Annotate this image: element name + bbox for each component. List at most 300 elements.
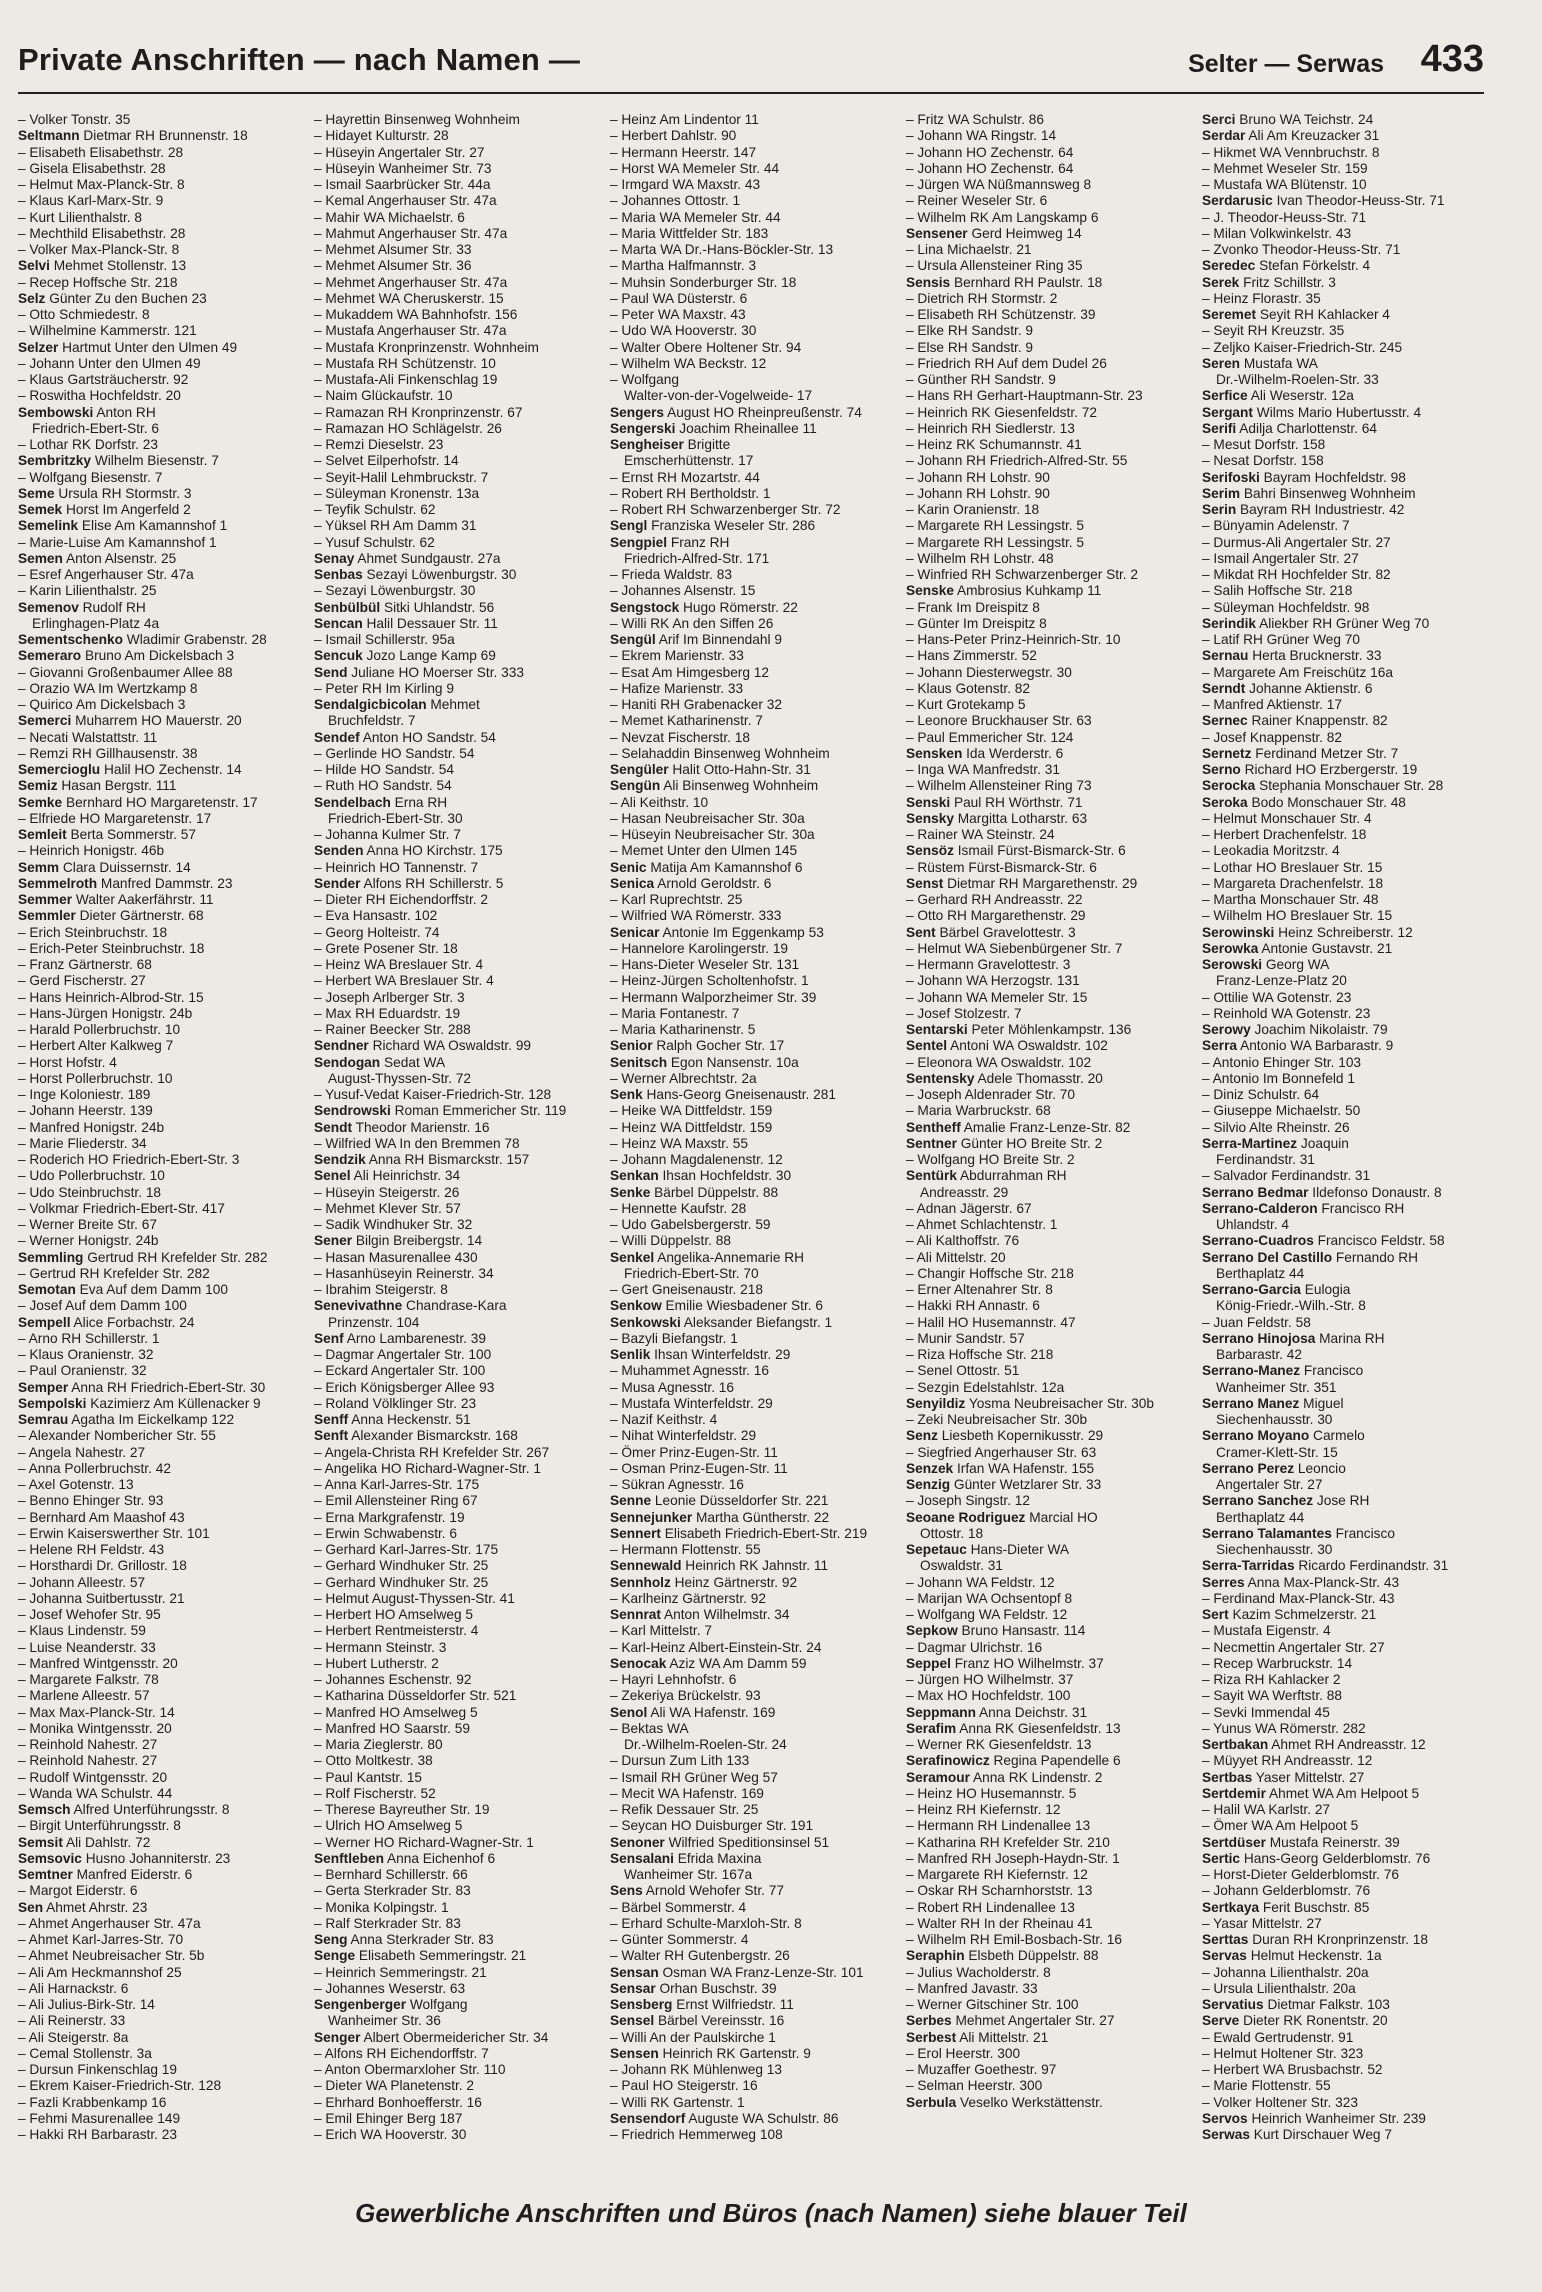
entry-sub: – Maria Katharinenstr. 5 xyxy=(610,1022,756,1037)
entry-sub: – Georg Holteistr. 74 xyxy=(314,924,440,940)
entry-sub: – Irmgard WA Maxstr. 43 xyxy=(610,177,761,192)
entry-sub: – Diniz Schulstr. 64 xyxy=(1202,1087,1320,1102)
entry-sub: – Roland Völklinger Str. 23 xyxy=(314,1395,477,1411)
entry-sub: – Sükran Agnesstr. 16 xyxy=(610,1477,744,1492)
entry-sub: – Reiner Weseler Str. 6 xyxy=(906,193,1048,209)
entry-sub: – Ernst RH Mozartstr. 44 xyxy=(610,469,760,485)
entry-sub: – Werner Albrechtstr. 2a xyxy=(610,1070,757,1086)
entry-surname: Selzer Hartmut Unter den Ulmen 49 xyxy=(18,339,238,355)
entry-sub: – Gerta Sterkrader Str. 83 xyxy=(314,1883,471,1899)
entry-surname: Semelink Elise Am Kamannshof 1 xyxy=(18,518,228,534)
entry-sub: – Fehmi Masurenallee 149 xyxy=(18,2110,181,2126)
entry-sub: – Ahmet Neubreisacher Str. 5b xyxy=(18,1948,205,1964)
entry-sub: – Wilfried WA In den Bremmen 78 xyxy=(314,1135,520,1151)
entry-sub: – Helmut Max-Planck-Str. 8 xyxy=(18,177,185,192)
entry-continuation: Siechenhausstr. 30 xyxy=(1216,1412,1333,1427)
entry-sub: – Maria WA Memeler Str. 44 xyxy=(610,209,781,225)
entry-surname: Sensalani Efrida Maxina xyxy=(610,1850,762,1866)
entry-surname: Serno Richard HO Erzbergerstr. 19 xyxy=(1202,762,1418,777)
entry-sub: – Riza Hoffsche Str. 218 xyxy=(906,1347,1054,1362)
entry-sub: – Maria Fontanestr. 7 xyxy=(610,1005,740,1021)
entry-continuation: Cramer-Klett-Str. 15 xyxy=(1216,1444,1338,1460)
entry-sub: – Mustafa Eigenstr. 4 xyxy=(1202,1623,1331,1639)
entry-sub: – Martha Monschauer Str. 48 xyxy=(1202,892,1379,907)
entry-sub: – Werner Breite Str. 67 xyxy=(18,1217,157,1232)
entry-surname: Serrano-Calderon Francisco RH xyxy=(1202,1200,1405,1216)
entry-surname: Sent Bärbel Gravelottestr. 3 xyxy=(906,924,1076,940)
entry-sub: – Helmut Holtener Str. 323 xyxy=(1202,2045,1364,2061)
entry-sub: – Heinrich RK Giesenfeldstr. 72 xyxy=(906,404,1097,420)
entry-surname: Senz Liesbeth Kopernikusstr. 29 xyxy=(906,1428,1104,1444)
entry-surname: Sencan Halil Dessauer Str. 11 xyxy=(314,615,498,631)
entry-sub: – Bünyamin Adelenstr. 7 xyxy=(1202,518,1350,534)
entry-surname: Seme Ursula RH Stormstr. 3 xyxy=(18,485,192,501)
entry-sub: – Memet Katharinenstr. 7 xyxy=(610,713,763,729)
entry-sub: – Reinhold Nahestr. 27 xyxy=(18,1737,158,1752)
entry-sub: – Josef Knappenstr. 82 xyxy=(1202,729,1343,745)
entry-surname: Senkow Emilie Wiesbadener Str. 6 xyxy=(610,1298,824,1314)
entry-sub: – Heinz RH Kiefernstr. 12 xyxy=(906,1802,1061,1817)
entry-continuation: Friedrich-Ebert-Str. 6 xyxy=(32,420,160,436)
entry-sub: – Horst Hofstr. 4 xyxy=(18,1054,117,1070)
entry-surname: Senlik Ihsan Winterfeldstr. 29 xyxy=(610,1347,791,1362)
entry-surname: Semeraro Bruno Am Dickelsbach 3 xyxy=(18,648,235,664)
entry-sub: – Heinrich HO Tannenstr. 7 xyxy=(314,859,479,875)
entry-sub: – Marie Fliederstr. 34 xyxy=(18,1135,147,1151)
entry-sub: – Mustafa Angerhauser Str. 47a xyxy=(314,323,507,339)
entry-sub: – Ursula Allensteiner Ring 35 xyxy=(906,258,1083,274)
entry-sub: – Müyyet RH Andreasstr. 12 xyxy=(1202,1753,1373,1769)
entry-sub: – Volker Max-Planck-Str. 8 xyxy=(18,242,180,257)
entry-surname: Senst Dietmar RH Margarethenstr. 29 xyxy=(906,875,1138,891)
entry-sub: – Heinz Florastr. 35 xyxy=(1202,290,1321,306)
entry-surname: Send Juliane HO Moerser Str. 333 xyxy=(314,664,524,680)
entry-sub: – Maria Wittfelder Str. 183 xyxy=(610,225,769,241)
entry-surname: Sempell Alice Forbachstr. 24 xyxy=(18,1314,195,1330)
entry-continuation: Barbarastr. 42 xyxy=(1216,1347,1302,1362)
entry-surname: Sensendorf Auguste WA Schulstr. 86 xyxy=(610,2110,839,2126)
entry-sub: – Wilhelm WA Beckstr. 12 xyxy=(610,355,767,371)
entry-surname: Sendef Anton HO Sandstr. 54 xyxy=(314,729,496,745)
entry-surname: Serbest Ali Mittelstr. 21 xyxy=(906,2029,1049,2045)
entry-surname: Serndt Johanne Aktienstr. 6 xyxy=(1202,680,1373,696)
entry-surname: Sendalgicbicolan Mehmet xyxy=(314,697,480,712)
entry-surname: Semsovic Husno Johanniterstr. 23 xyxy=(18,1850,231,1866)
entry-sub: – Recep Hoffsche Str. 218 xyxy=(18,274,178,290)
entry-sub: – Johannes Weserstr. 63 xyxy=(314,1980,466,1996)
entry-sub: – Ali Am Heckmannshof 25 xyxy=(18,1964,182,1980)
entry-sub: – Anton Obermarxloher Str. 110 xyxy=(314,2062,506,2077)
entry-sub: – Ismail Schillerstr. 95a xyxy=(314,632,455,647)
entry-surname: Senne Leonie Düsseldorfer Str. 221 xyxy=(610,1493,829,1509)
entry-sub: – Margarete RH Lessingstr. 5 xyxy=(906,534,1085,550)
entry-sub: – Hermann Gravelottestr. 3 xyxy=(906,957,1071,972)
entry-sub: – Hennette Kaufstr. 28 xyxy=(610,1200,747,1216)
entry-sub: – Ali Steigerstr. 8a xyxy=(18,2029,129,2045)
entry-surname: Senocak Aziz WA Am Damm 59 xyxy=(610,1655,807,1671)
entry-surname: Serafinowicz Regina Papendelle 6 xyxy=(906,1753,1121,1769)
entry-sub: – Cemal Stollenstr. 3a xyxy=(18,2045,152,2061)
entry-sub: – Birgit Unterführungsstr. 8 xyxy=(18,1818,181,1834)
entry-sub: – Ahmet Schlachtenstr. 1 xyxy=(906,1217,1058,1232)
entry-sub: – Hans RH Gerhart-Hauptmann-Str. 23 xyxy=(906,388,1143,404)
entry-sub: – Johanna Suitbertusstr. 21 xyxy=(18,1590,185,1606)
entry-surname: Senkel Angelika-Annemarie RH xyxy=(610,1249,805,1265)
entry-sub: – Ursula Lilienthalstr. 20a xyxy=(1202,1980,1356,1996)
entry-sub: – Horst Pollerbruchstr. 10 xyxy=(18,1070,173,1086)
entry-sub: – Elisabeth RH Schützenstr. 39 xyxy=(906,307,1096,322)
entry-sub: – Emil Allensteiner Ring 67 xyxy=(314,1493,478,1509)
entry-surname: Sernau Herta Brucknerstr. 33 xyxy=(1202,648,1382,664)
entry-sub: – Hüseyin Steigerstr. 26 xyxy=(314,1184,460,1200)
entry-sub: – Ismail RH Grüner Weg 57 xyxy=(610,1769,778,1785)
entry-surname: Serrano Talamantes Francisco xyxy=(1202,1525,1395,1541)
footer-note: Gewerbliche Anschriften und Büros (nach Namen) siehe blauer Teil xyxy=(355,2198,1187,2228)
entry-sub: – Salvador Ferdinandstr. 31 xyxy=(1202,1168,1371,1184)
entry-surname: Senske Ambrosius Kuhkamp 11 xyxy=(906,583,1102,599)
entry-sub: – Sayit WA Werftstr. 88 xyxy=(1202,1688,1342,1704)
entry-sub: – Wanda WA Schulstr. 44 xyxy=(18,1785,173,1801)
entry-sub: – Mustafa-Ali Finkenschlag 19 xyxy=(314,372,498,387)
entry-surname: Sener Bilgin Breibergstr. 14 xyxy=(314,1233,483,1249)
entry-sub: – Ismail Saarbrücker Str. 44a xyxy=(314,177,491,192)
entry-sub: – Gert Gneisenaustr. 218 xyxy=(610,1282,763,1297)
entry-sub: – Gerhard RH Andreasstr. 22 xyxy=(906,892,1083,907)
entry-sub: – Max RH Eduardstr. 19 xyxy=(314,1005,461,1021)
entry-sub: – Hermann Steinstr. 3 xyxy=(314,1639,447,1655)
entry-continuation: Ottostr. 18 xyxy=(920,1525,984,1541)
entry-continuation: Wanheimer Str. 36 xyxy=(328,2013,441,2029)
entry-surname: Semmler Dieter Gärtnerstr. 68 xyxy=(18,908,204,924)
entry-surname: Semotan Eva Auf dem Damm 100 xyxy=(18,1282,228,1297)
entry-sub: – Oskar RH Scharnhorststr. 13 xyxy=(906,1883,1093,1899)
entry-sub: – Margarete Falkstr. 78 xyxy=(18,1672,159,1687)
entry-surname: Serifi Adilja Charlottenstr. 64 xyxy=(1202,420,1377,436)
entry-continuation: Berthaplatz 44 xyxy=(1216,1509,1305,1525)
entry-sub: – Dietrich RH Stormstr. 2 xyxy=(906,290,1058,306)
entry-sub: – Ali Keithstr. 10 xyxy=(610,794,709,810)
entry-surname: Senk Hans-Georg Gneisenaustr. 281 xyxy=(610,1087,836,1102)
entry-surname: Serifoski Bayram Hochfeldstr. 98 xyxy=(1202,469,1406,485)
entry-sub: – Winfried RH Schwarzenberger Str. 2 xyxy=(906,567,1139,582)
entry-sub: – Necati Walstattstr. 11 xyxy=(18,729,158,745)
entry-sub: – Heinz-Jürgen Scholtenhofstr. 1 xyxy=(610,973,809,989)
entry-sub: – Ali Kalthoffstr. 76 xyxy=(906,1233,1020,1249)
entry-sub: – Gisela Elisabethstr. 28 xyxy=(18,160,166,176)
entry-sub: – Walter RH Gutenbergstr. 26 xyxy=(610,1948,790,1964)
entry-sub: – Zvonko Theodor-Heuss-Str. 71 xyxy=(1202,242,1401,257)
entry-sub: – Bärbel Sommerstr. 4 xyxy=(610,1899,747,1915)
entry-sub: – Ferdinand Max-Planck-Str. 43 xyxy=(1202,1590,1395,1606)
entry-sub: – Johann WA Herzogstr. 131 xyxy=(906,973,1080,989)
entry-sub: – Else RH Sandstr. 9 xyxy=(906,339,1034,355)
entry-sub: – Axel Gotenstr. 13 xyxy=(18,1477,134,1492)
entry-surname: Serra Antonio WA Barbarastr. 9 xyxy=(1202,1038,1394,1054)
entry-sub: – Willi Düppelstr. 88 xyxy=(610,1233,731,1249)
entry-sub: – Wilhelmine Kammerstr. 121 xyxy=(18,323,197,339)
entry-surname: Serra-Tarridas Ricardo Ferdinandstr. 31 xyxy=(1202,1558,1449,1574)
entry-sub: – Mahir WA Michaelstr. 6 xyxy=(314,209,465,225)
entry-surname: Sertdüser Mustafa Reinerstr. 39 xyxy=(1202,1834,1400,1850)
entry-sub: – Monika Wintgensstr. 20 xyxy=(18,1720,172,1736)
entry-surname: Serwas Kurt Dirschauer Weg 7 xyxy=(1202,2127,1392,2142)
entry-sub: – Ismail Angertaler Str. 27 xyxy=(1202,550,1359,566)
entry-surname: Senay Ahmet Sundgaustr. 27a xyxy=(314,550,501,566)
entry-sub: – Klaus Oranienstr. 32 xyxy=(18,1347,154,1362)
entry-sub: – Julius Wacholderstr. 8 xyxy=(906,1964,1051,1980)
entry-sub: – Therese Bayreuther Str. 19 xyxy=(314,1802,490,1817)
entry-sub: – Kemal Angerhauser Str. 47a xyxy=(314,193,497,209)
entry-surname: Serrano Manez Miguel xyxy=(1202,1395,1344,1411)
entry-sub: – Ömer WA Am Helpoot 5 xyxy=(1202,1818,1359,1834)
entry-sub: – Lina Michaelstr. 21 xyxy=(906,242,1032,257)
entry-surname: Sennholz Heinz Gärtnerstr. 92 xyxy=(610,1574,798,1590)
entry-sub: – Bektas WA xyxy=(610,1720,689,1736)
entry-sub: – Udo Steinbruchstr. 18 xyxy=(18,1184,162,1200)
entry-surname: Servatius Dietmar Falkstr. 103 xyxy=(1202,1997,1390,2012)
entry-continuation: Friedrich-Alfred-Str. 171 xyxy=(624,550,770,566)
entry-surname: Sendt Theodor Marienstr. 16 xyxy=(314,1119,490,1135)
entry-sub: – Hasan Masurenallee 430 xyxy=(314,1249,478,1265)
entry-surname: Sendner Richard WA Oswaldstr. 99 xyxy=(314,1038,532,1054)
entry-sub: – Paul HO Steigerstr. 16 xyxy=(610,2078,758,2094)
entry-sub: – Elisabeth Elisabethstr. 28 xyxy=(18,144,184,160)
entry-sub: – Salih Hoffsche Str. 218 xyxy=(1202,583,1353,599)
entry-sub: – Johann RH Lohstr. 90 xyxy=(906,469,1050,485)
entry-sub: – Werner RK Giesenfeldstr. 13 xyxy=(906,1737,1092,1752)
entry-sub: – Yusuf-Vedat Kaiser-Friedrich-Str. 128 xyxy=(314,1087,552,1102)
entry-surname: Sendogan Sedat WA xyxy=(314,1054,446,1070)
entry-sub: – Frieda Waldstr. 83 xyxy=(610,567,732,582)
entry-sub: – Bernhard Schillerstr. 66 xyxy=(314,1867,468,1882)
entry-sub: – Latif RH Grüner Weg 70 xyxy=(1202,632,1360,647)
entry-sub: – Wilhelm RH Emil-Bosbach-Str. 16 xyxy=(906,1932,1123,1947)
entry-sub: – Johann Diesterwegstr. 30 xyxy=(906,664,1072,680)
entry-sub: – Max Max-Planck-Str. 14 xyxy=(18,1704,175,1720)
entry-sub: – Bernhard Am Maashof 43 xyxy=(18,1509,185,1525)
entry-surname: Sengün Ali Binsenweg Wohnheim xyxy=(610,778,819,794)
entry-sub: – Margarete Am Freischütz 16a xyxy=(1202,664,1393,680)
entry-sub: – Erich-Peter Steinbruchstr. 18 xyxy=(18,940,205,956)
entry-surname: Seraphin Elsbeth Düppelstr. 88 xyxy=(906,1948,1099,1964)
entry-sub: – Gerd Fischerstr. 27 xyxy=(18,973,146,989)
entry-surname: Senftleben Anna Eichenhof 6 xyxy=(314,1850,496,1866)
entry-sub: – Wilhelm RH Lohstr. 48 xyxy=(906,550,1054,566)
entry-surname: Servas Helmut Heckenstr. 1a xyxy=(1202,1948,1382,1964)
entry-sub: – Helmut Monschauer Str. 4 xyxy=(1202,810,1372,826)
entry-sub: – Johann Magdalenenstr. 12 xyxy=(610,1152,783,1167)
entry-sub: – Hasanhüseyin Reinerstr. 34 xyxy=(314,1265,494,1281)
entry-sub: – Durmus-Ali Angertaler Str. 27 xyxy=(1202,534,1391,550)
entry-surname: Sentensky Adele Thomasstr. 20 xyxy=(906,1070,1103,1086)
entry-sub: – Heinz WA Dittfeldstr. 159 xyxy=(610,1119,773,1135)
entry-sub: – Ali Mittelstr. 20 xyxy=(906,1249,1006,1265)
entry-sub: – Gerhard Windhuker Str. 25 xyxy=(314,1558,489,1574)
entry-sub: – Seycan HO Duisburger Str. 191 xyxy=(610,1818,814,1834)
entry-sub: – Paul WA Düsterstr. 6 xyxy=(610,290,748,306)
entry-sub: – Erna Markgrafenstr. 19 xyxy=(314,1509,465,1525)
entry-sub: – Erol Heerstr. 300 xyxy=(906,2045,1021,2061)
entry-continuation: Walter-von-der-Vogelweide- 17 xyxy=(624,388,813,404)
entry-surname: Serve Dieter RK Ronentstr. 20 xyxy=(1202,2013,1388,2029)
entry-sub: – Mustafa RH Schützenstr. 10 xyxy=(314,355,496,371)
entry-sub: – Hayrettin Binsenweg Wohnheim xyxy=(314,112,520,127)
entry-surname: Sengl Franziska Weseler Str. 286 xyxy=(610,518,816,534)
entry-surname: Senicar Antonie Im Eggenkamp 53 xyxy=(610,924,824,940)
entry-sub: – Maria Zieglerstr. 80 xyxy=(314,1737,443,1752)
entry-sub: – Hermann RH Lindenallee 13 xyxy=(906,1818,1091,1834)
entry-sub: – Roderich HO Friedrich-Ebert-Str. 3 xyxy=(18,1152,240,1167)
column-1 xyxy=(18,112,300,2152)
entry-surname: Serres Anna Max-Planck-Str. 43 xyxy=(1202,1574,1400,1590)
entry-sub: – Seyit RH Kreuzstr. 35 xyxy=(1202,323,1345,339)
entry-sub: – Gerhard Karl-Jarres-Str. 175 xyxy=(314,1542,499,1557)
entry-surname: Sepkow Bruno Hansastr. 114 xyxy=(906,1623,1086,1639)
entry-sub: – Angela-Christa RH Krefelder Str. 267 xyxy=(314,1444,550,1460)
entry-sub: – Rudolf Wintgensstr. 20 xyxy=(18,1769,168,1785)
entry-surname: Sertbakan Ahmet RH Andreasstr. 12 xyxy=(1202,1737,1426,1752)
entry-sub: – Sezayi Löwenburgstr. 30 xyxy=(314,583,476,599)
entry-sub: – Halil HO Husemannstr. 47 xyxy=(906,1314,1076,1330)
entry-sub: – Hüseyin Neubreisacher Str. 30a xyxy=(610,827,815,842)
entry-sub: – Johanna Kulmer Str. 7 xyxy=(314,827,461,842)
entry-sub: – Heinz Am Lindentor 11 xyxy=(610,112,759,127)
entry-sub: – Robert RH Schwarzenberger Str. 72 xyxy=(610,502,841,517)
entry-sub: – Yunus WA Römerstr. 282 xyxy=(1202,1720,1366,1736)
entry-sub: – Helene RH Feldstr. 43 xyxy=(18,1542,165,1557)
entry-sub: – Necmettin Angertaler Str. 27 xyxy=(1202,1639,1385,1655)
entry-sub: – Fritz WA Schulstr. 86 xyxy=(906,112,1044,127)
entry-sub: – Yüksel RH Am Damm 31 xyxy=(314,518,477,534)
entry-sub: – Zeljko Kaiser-Friedrich-Str. 245 xyxy=(1202,339,1403,355)
entry-sub: – Hilde HO Sandstr. 54 xyxy=(314,762,454,777)
entry-surname: Sertkaya Ferit Buschstr. 85 xyxy=(1202,1899,1370,1915)
section-title: Private Anschriften — nach Namen — xyxy=(18,42,581,77)
entry-sub: – Volkmar Friedrich-Ebert-Str. 417 xyxy=(18,1200,225,1216)
entry-sub: – Ramazan RH Kronprinzenstr. 67 xyxy=(314,404,523,420)
entry-surname: Senevivathne Chandrase-Kara xyxy=(314,1298,507,1314)
entry-sub: – Mustafa Kronprinzenstr. Wohnheim xyxy=(314,339,539,355)
entry-surname: Serrano Perez Leoncio xyxy=(1202,1460,1346,1476)
entry-surname: Seppmann Anna Deichstr. 31 xyxy=(906,1704,1088,1720)
entry-surname: Senft Alexander Bismarckstr. 168 xyxy=(314,1428,518,1444)
entry-sub: – Hans-Jürgen Honigstr. 24b xyxy=(18,1005,193,1021)
entry-sub: – Ahmet Angerhauser Str. 47a xyxy=(18,1915,201,1931)
entry-surname: Senzig Günter Wetzlarer Str. 33 xyxy=(906,1477,1102,1492)
entry-surname: Sembowski Anton RH xyxy=(18,404,156,420)
entry-surname: Senski Paul RH Wörthstr. 71 xyxy=(906,794,1083,810)
entry-sub: – Walter RH In der Rheinau 41 xyxy=(906,1915,1093,1931)
entry-sub: – Roswitha Hochfeldstr. 20 xyxy=(18,388,181,404)
entry-sub: – Rainer WA Steinstr. 24 xyxy=(906,827,1055,842)
entry-continuation: Bruchfeldstr. 7 xyxy=(328,713,416,729)
entry-sub: – Horst WA Memeler Str. 44 xyxy=(610,160,780,176)
entry-sub: – Muzaffer Goethestr. 97 xyxy=(906,2062,1057,2077)
entry-surname: Sernetz Ferdinand Metzer Str. 7 xyxy=(1202,745,1399,761)
entry-surname: Sen Ahmet Ahrstr. 23 xyxy=(18,1899,148,1915)
entry-sub: – Frank Im Dreispitz 8 xyxy=(906,599,1040,615)
entry-sub: – Erich Königsberger Allee 93 xyxy=(314,1379,495,1395)
entry-surname: Serowinski Heinz Schreiberstr. 12 xyxy=(1202,924,1413,940)
entry-continuation: Prinzenstr. 104 xyxy=(328,1314,420,1330)
entry-continuation: Dr.-Wilhelm-Roelen-Str. 24 xyxy=(624,1737,787,1752)
entry-surname: Sencuk Jozo Lange Kamp 69 xyxy=(314,648,496,664)
entry-sub: – Otto Moltkestr. 38 xyxy=(314,1753,433,1769)
entry-sub: – Zekeriya Brückelstr. 93 xyxy=(610,1688,761,1704)
entry-sub: – Robert RH Bertholdstr. 1 xyxy=(610,485,771,501)
entry-surname: Seremet Seyit RH Kahlacker 4 xyxy=(1202,307,1390,322)
entry-sub: – Walter Obere Holtener Str. 94 xyxy=(610,339,802,355)
entry-continuation: König-Friedr.-Wilh.-Str. 8 xyxy=(1216,1298,1366,1314)
entry-sub: – Dagmar Ulrichstr. 16 xyxy=(906,1639,1043,1655)
entry-surname: Serrano Bedmar Ildefonso Donaustr. 8 xyxy=(1202,1184,1442,1200)
entry-sub: – Muhammet Agnesstr. 16 xyxy=(610,1363,770,1379)
entry-sub: – Hans-Peter Prinz-Heinrich-Str. 10 xyxy=(906,632,1121,647)
entry-surname: Sendzik Anna RH Bismarckstr. 157 xyxy=(314,1152,530,1167)
entry-sub: – Hans-Dieter Weseler Str. 131 xyxy=(610,957,800,972)
entry-sub: – Muhsin Sonderburger Str. 18 xyxy=(610,274,797,290)
entry-sub: – Johann WA Feldstr. 12 xyxy=(906,1574,1055,1590)
entry-sub: – Erner Altenahrer Str. 8 xyxy=(906,1282,1053,1297)
entry-sub: – Antonio Ehinger Str. 103 xyxy=(1202,1054,1362,1070)
entry-sub: – Willi An der Paulskirche 1 xyxy=(610,2029,776,2045)
entry-sub: – Johann Alleestr. 57 xyxy=(18,1574,146,1590)
entry-surname: Senic Matija Am Kamannshof 6 xyxy=(610,859,803,875)
entry-surname: Senoner Wilfried Speditionsinsel 51 xyxy=(610,1834,830,1850)
entry-continuation: Franz-Lenze-Platz 20 xyxy=(1216,973,1347,989)
entry-sub: – Joseph Arlberger Str. 3 xyxy=(314,989,465,1005)
entry-sub: – Peter RH Im Kirling 9 xyxy=(314,680,454,696)
entry-sub: – Angelika HO Richard-Wagner-Str. 1 xyxy=(314,1460,541,1476)
entry-sub: – Ulrich HO Amselweg 5 xyxy=(314,1818,463,1834)
entry-surname: Senbas Sezayi Löwenburgstr. 30 xyxy=(314,567,517,582)
entry-sub: – Manfred Wintgensstr. 20 xyxy=(18,1655,178,1671)
entry-surname: Sengers August HO Rheinpreußenstr. 74 xyxy=(610,404,862,420)
entry-sub: – Werner HO Richard-Wagner-Str. 1 xyxy=(314,1834,534,1850)
entry-sub: – Johann HO Zechenstr. 64 xyxy=(906,160,1074,176)
entry-sub: – Hermann Flottenstr. 55 xyxy=(610,1542,761,1557)
entry-sub: – Elke RH Sandstr. 9 xyxy=(906,323,1034,339)
name-range: Selter — Serwas xyxy=(1188,50,1384,78)
entry-sub: – Jürgen HO Wilhelmstr. 37 xyxy=(906,1672,1074,1687)
entry-surname: Sensky Margitta Lotharstr. 63 xyxy=(906,810,1088,826)
entry-surname: Sendrowski Roman Emmericher Str. 119 xyxy=(314,1103,567,1119)
entry-sub: – Herbert Alter Kalkweg 7 xyxy=(18,1038,174,1054)
entry-sub: – Mehmet Alsumer Str. 33 xyxy=(314,242,472,257)
entry-surname: Serowka Antonie Gustavstr. 21 xyxy=(1202,940,1393,956)
entry-sub: – Heinrich RH Siedlerstr. 13 xyxy=(906,420,1075,436)
entry-sub: – Wolfgang HO Breite Str. 2 xyxy=(906,1152,1075,1167)
entry-sub: – Juan Feldstr. 58 xyxy=(1202,1314,1311,1330)
entry-sub: – Ruth HO Sandstr. 54 xyxy=(314,778,452,794)
entry-sub: – Luise Neanderstr. 33 xyxy=(18,1639,156,1655)
entry-sub: – Giuseppe Michaelstr. 50 xyxy=(1202,1103,1361,1119)
entry-surname: Semmer Walter Aakerfährstr. 11 xyxy=(18,892,214,907)
entry-surname: Senbülbül Sitki Uhlandstr. 56 xyxy=(314,599,495,615)
entry-sub: – Johann RH Friedrich-Alfred-Str. 55 xyxy=(906,453,1128,469)
entry-continuation: Friedrich-Ebert-Str. 70 xyxy=(624,1265,759,1281)
entry-sub: – Senel Ottostr. 51 xyxy=(906,1363,1020,1379)
entry-sub: – Alfons RH Eichendorffstr. 7 xyxy=(314,2045,489,2061)
entry-sub: – Hüseyin Angertaler Str. 27 xyxy=(314,144,485,160)
entry-continuation: Erlinghagen-Platz 4a xyxy=(32,615,160,631)
entry-sub: – Hakki RH Barbarastr. 23 xyxy=(18,2127,177,2142)
entry-sub: – Hüseyin Wanheimer Str. 73 xyxy=(314,160,492,176)
entry-sub: – Hermann Heerstr. 147 xyxy=(610,144,757,160)
entry-sub: – Manfred HO Saarstr. 59 xyxy=(314,1720,470,1736)
entry-surname: Senol Ali WA Hafenstr. 169 xyxy=(610,1704,776,1720)
entry-sub: – Karl-Heinz Albert-Einstein-Str. 24 xyxy=(610,1639,822,1655)
